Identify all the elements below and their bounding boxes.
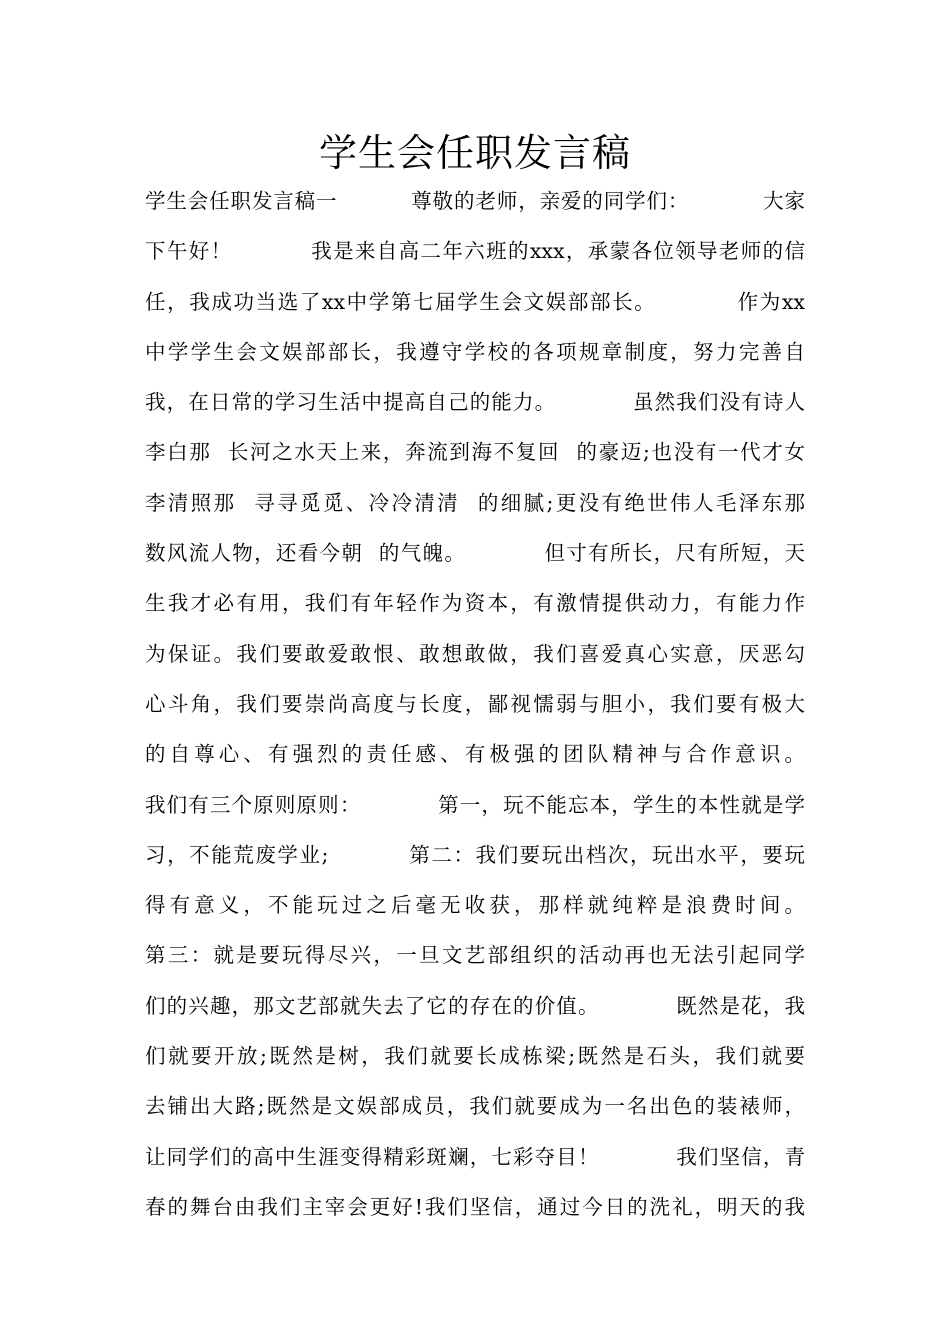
body-line: 我们有三个原则原则： 第一，玩不能忘本，学生的本性就是学 [145,792,805,817]
body-line: 下午好！ 我是来自高二年六班的xxx，承蒙各位领导老师的信 [145,239,805,264]
body-line: 生我才必有用，我们有年轻作为资本，有激情提供动力，有能力作 [145,591,805,616]
body-line: 们就要开放;既然是树，我们就要长成栋梁;既然是石头，我们就要 [145,1044,805,1069]
body-line: 为保证。我们要敢爱敢恨、敢想敢做，我们喜爱真心实意，厌恶勾 [145,641,805,666]
body-line: 们的兴趣，那文艺部就失去了它的存在的价值。 既然是花，我 [145,993,805,1018]
body-line: 春的舞台由我们主宰会更好!我们坚信，通过今日的洗礼，明天的我 [145,1194,805,1219]
body-line: 李清照那 寻寻觅觅、冷冷清清 的细腻;更没有绝世伟人毛泽东那 [145,490,805,515]
body-line: 的自尊心、有强烈的责任感、有极强的团队精神与合作意识。 [145,742,805,767]
body-line: 第三：就是要玩得尽兴，一旦文艺部组织的活动再也无法引起同学 [145,943,805,968]
body-line: 心斗角，我们要崇尚高度与长度，鄙视懦弱与胆小，我们要有极大 [145,691,805,716]
body-line: 任，我成功当选了xx中学第七届学生会文娱部部长。 作为xx [145,289,805,314]
body-line: 去铺出大路;既然是文娱部成员，我们就要成为一名出色的装裱师， [145,1094,805,1119]
body-line: 数风流人物，还看今朝 的气魄。 但寸有所长，尺有所短，天 [145,541,805,566]
body-line: 得有意义，不能玩过之后毫无收获，那样就纯粹是浪费时间。 [145,893,805,918]
document-body [145,176,805,1232]
document-title: 学生会任职发言稿 [318,131,631,175]
body-line: 习，不能荒废学业; 第二：我们要玩出档次，玩出水平，要玩 [145,842,805,867]
body-line: 让同学们的高中生涯变得精彩斑斓，七彩夺目！ 我们坚信，青 [145,1144,805,1169]
body-line: 李白那 长河之水天上来，奔流到海不复回 的豪迈;也没有一代才女 [145,440,805,465]
body-line: 学生会任职发言稿一 尊敬的老师，亲爱的同学们： 大家 [145,189,805,213]
body-line: 我，在日常的学习生活中提高自己的能力。 虽然我们没有诗人 [145,390,805,415]
body-line: 中学学生会文娱部部长，我遵守学校的各项规章制度，努力完善自 [145,339,805,364]
